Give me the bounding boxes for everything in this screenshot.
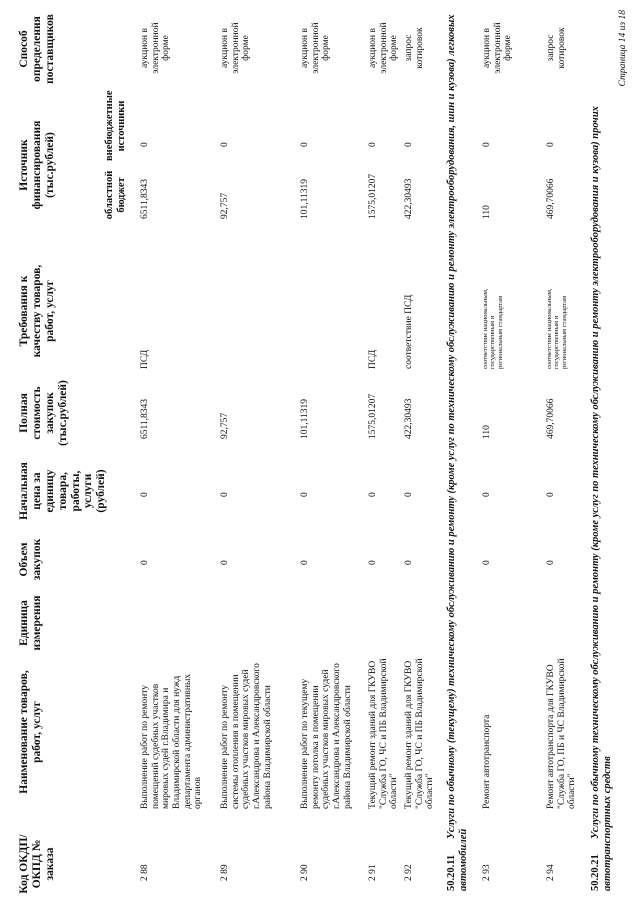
section-code: 50.20.21	[590, 854, 601, 891]
row-name: Ремонт автотранспорта для ГКУВО "Служба ГО, ПБ и ЧС Владимирской области"	[546, 658, 578, 809]
header-name: Наименование товаров, работ, услуг	[18, 670, 43, 794]
row-method: аукцион в электронной форме	[300, 22, 332, 74]
header-unit: Единица измерения	[18, 595, 43, 651]
row-name: Текущий ремонт зданий для ГКУВО "Служба ГО, ЧС и ПБ Владимирской области"	[404, 658, 436, 809]
row-method: запрос котировок	[546, 27, 567, 69]
row-total: 422,30493	[404, 398, 414, 439]
row-name: Выполнение работ по ремонту помещений судебных участков мировых судей г.Владимира и Владимирской области для нужд департамента административных органов	[140, 673, 204, 809]
row-code: 2 88	[140, 864, 150, 881]
row-code: 2 91	[368, 864, 378, 881]
header-code: Код ОКДП/ ОКПД № заказа	[18, 834, 56, 894]
section-header	[446, 11, 470, 891]
row-funding-regional: 469,70066	[546, 178, 556, 219]
section-text: Услуги по обычному техническому обслуживанию и ремонту (кроме услуг по техническому обслуживанию и ремонту электрооборудования и кузова) прочих автотранспортных средств	[590, 106, 614, 891]
row-volume: 0	[368, 560, 378, 565]
row-funding-regional: 422,30493	[404, 178, 414, 219]
row-code: 2 94	[546, 864, 556, 881]
row-price: 0	[368, 492, 378, 497]
row-requirements: ПСД	[368, 349, 378, 369]
row-requirements: соответствие ПСД	[404, 294, 414, 369]
row-total: 101,11319	[300, 398, 310, 439]
header-volume: Объем закупок	[18, 538, 43, 581]
row-price: 0	[404, 492, 414, 497]
row-funding-extra: 0	[368, 142, 378, 147]
row-total: 1575,01207	[368, 393, 378, 439]
page-number: Страница 14 из 18	[618, 10, 628, 87]
header-start-price: Начальная цена за единицу товара, работы, услуги (рублей)	[18, 462, 108, 520]
row-price: 0	[546, 492, 556, 497]
row-price: 0	[482, 492, 492, 497]
row-name: Текущий ремонт зданий для ГКУВО "Служба ГО, ЧС и ПБ Владимирской области"	[368, 658, 400, 809]
row-code: 2 90	[300, 864, 310, 881]
row-price: 0	[140, 492, 150, 497]
row-funding-extra: 0	[140, 142, 150, 147]
row-requirements: соответствие национальным, государственным и региональным стандартам	[482, 288, 504, 369]
row-volume: 0	[220, 560, 230, 565]
row-code: 2 92	[404, 864, 414, 881]
row-volume: 0	[300, 560, 310, 565]
row-funding-regional: 101,11319	[300, 178, 310, 219]
row-total: 469,70066	[546, 398, 556, 439]
row-funding-regional: 110	[482, 205, 492, 219]
header-funding: Источник финансирования (тыс.рублей)	[18, 120, 56, 210]
header-requirements: Требования к качеству товаров, работ, услуг	[18, 264, 56, 358]
row-total: 6511,8343	[140, 398, 150, 439]
row-name: Выполнение работ по текущему ремонту потолка в помещении судебных участков мировых судей г.Александрова и Александровского района Владимирской области	[300, 663, 353, 809]
row-price: 0	[300, 492, 310, 497]
header-total: Полная стоимость закупок (тыс.рублей)	[18, 380, 69, 446]
row-method: аукцион в электронной форме	[482, 22, 514, 74]
row-code: 2 89	[220, 864, 230, 881]
section-text: Услуги по обычному (текущему) техническому обслуживанию и ремонту (кроме услуг по техническому обслуживанию и ремонту электрооборудования, шин и кузова) легковых автомобилей	[446, 14, 470, 891]
row-volume: 0	[140, 560, 150, 565]
row-method: аукцион в электронной форме	[368, 22, 400, 74]
row-code: 2 93	[482, 864, 492, 881]
row-requirements: соответствие национальным, государственным и региональным стандартам	[546, 288, 568, 369]
header-funding-extra: внебюджетные источники	[104, 90, 127, 161]
section-header	[590, 11, 614, 891]
row-volume: 0	[546, 560, 556, 565]
row-volume: 0	[482, 560, 492, 565]
row-funding-extra: 0	[482, 142, 492, 147]
row-volume: 0	[404, 560, 414, 565]
row-funding-regional: 92,757	[220, 192, 230, 219]
row-funding-regional: 1575,01207	[368, 173, 378, 219]
row-total: 110	[482, 425, 492, 439]
row-funding-extra: 0	[404, 142, 414, 147]
row-funding-extra: 0	[220, 142, 230, 147]
row-method: аукцион в электронной форме	[140, 22, 172, 74]
row-requirements: ПСД	[140, 349, 150, 369]
row-funding-regional: 6511,8343	[140, 178, 150, 219]
row-method: запрос котировок	[404, 27, 425, 69]
header-method: Способ определения поставщиков	[18, 14, 56, 84]
section-code: 50.20.11	[446, 854, 457, 891]
row-funding-extra: 0	[546, 142, 556, 147]
header-funding-regional: областной бюджет	[104, 170, 127, 220]
row-price: 0	[220, 492, 230, 497]
row-name: Выполнение работ по ремонту системы отопления в помещении судебных участков мировых судей г.Александрова и Александровского района Владимирской области	[220, 663, 273, 809]
row-name: Ремонт автотранспорта	[482, 714, 492, 809]
row-funding-extra: 0	[300, 142, 310, 147]
row-total: 92,757	[220, 412, 230, 439]
row-method: аукцион в электронной форме	[220, 22, 252, 74]
